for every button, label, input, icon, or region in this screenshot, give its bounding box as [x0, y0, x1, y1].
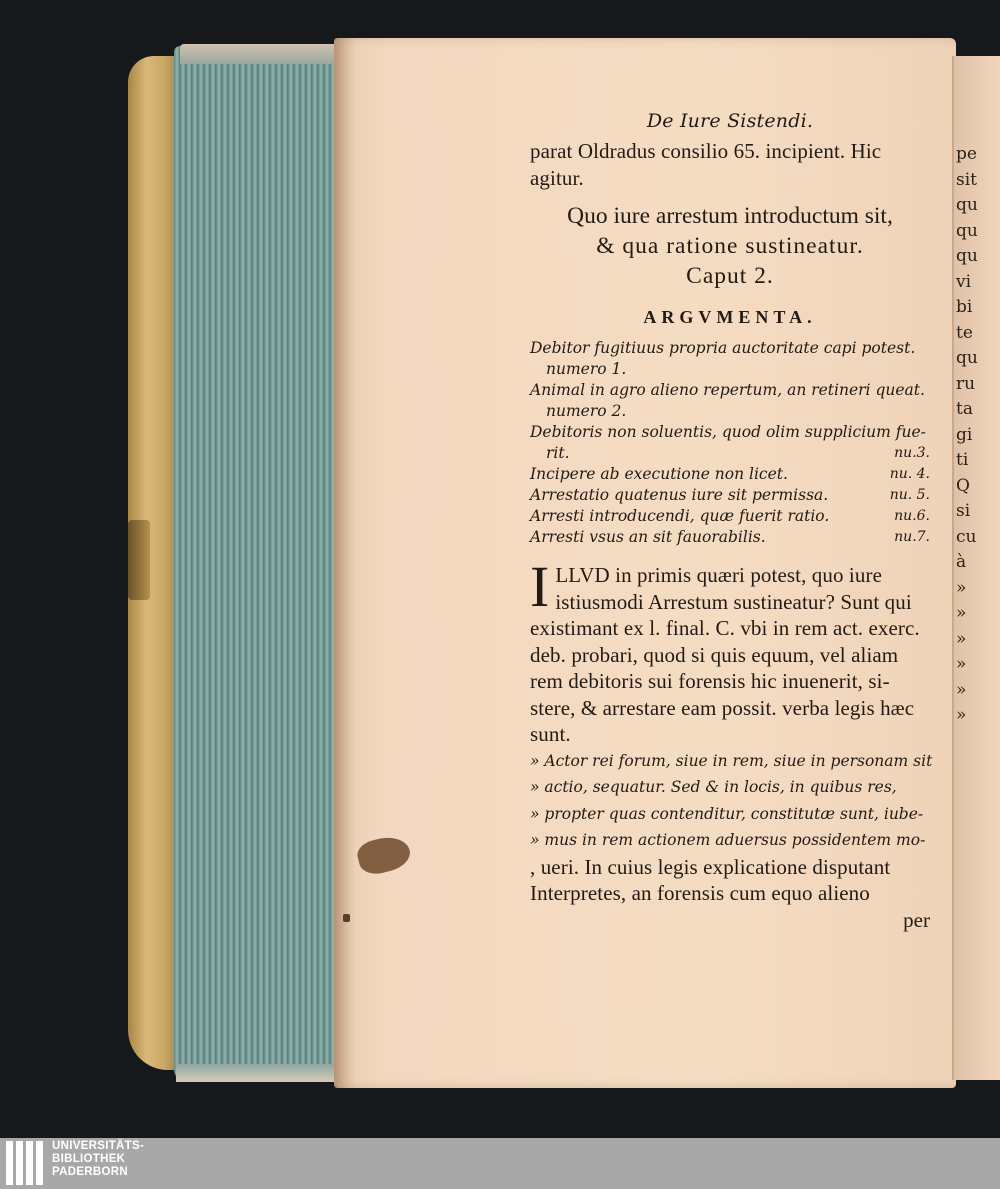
running-head: De Iure Sistendi. — [646, 110, 814, 132]
next-page-fragment: qu — [956, 246, 978, 266]
body-line: existimant ex l. final. C. vbi in rem act. exerc. — [530, 616, 920, 640]
body-line: istiusmodi Arrestum sustineatur? Sunt qui — [555, 589, 912, 614]
argumentum-item — [530, 464, 930, 485]
argumentum-item — [530, 506, 930, 527]
argumentum-continuation — [530, 401, 930, 422]
intro-line: agitur. — [530, 165, 584, 190]
page-gutter-shadow — [334, 38, 356, 1088]
quote-line: » propter quas contenditur, constitutæ sunt, iube- — [530, 804, 924, 823]
body-line: deb. probari, quod si quis equum, vel aliam — [530, 642, 899, 667]
argumentum-item — [530, 380, 930, 401]
main-paragraph — [530, 554, 930, 748]
argumenta-list — [530, 338, 930, 548]
argumenta-heading: ARGVMENTA. — [643, 307, 817, 327]
body-line: Interpretes, an forensis cum equo alieno — [530, 881, 870, 905]
argumentum-item — [530, 338, 930, 359]
library-logo-text — [52, 1140, 144, 1179]
argumentum-item — [530, 527, 930, 548]
argumentum-item — [530, 485, 930, 506]
cover-damage — [128, 520, 150, 600]
next-page-fragment: ru — [956, 373, 976, 394]
next-page-fragment: » — [956, 577, 967, 598]
argumentum-cont-text: numero 2. — [546, 402, 627, 420]
next-page-fragment: gi — [956, 424, 973, 445]
text-column — [530, 110, 933, 933]
page-edges-top — [180, 44, 340, 64]
argumentum-number: nu.3. — [894, 445, 930, 461]
argumentum-cont-text: rit. — [546, 444, 570, 462]
argumentum-text: Arresti vsus an sit fauorabilis. — [530, 528, 766, 546]
argumentum-text: Arresti introducendi, quæ fuerit ratio. — [530, 507, 830, 525]
argumentum-number: nu. 4. — [889, 466, 930, 482]
next-page-fragment: » — [956, 654, 967, 674]
page-edges-bottom — [176, 1064, 342, 1082]
argumentum-continuation — [530, 443, 930, 464]
argumentum-text: Debitor fugitiuus propria auctoritate capi potest. — [530, 339, 916, 357]
next-page-fragment: pe — [956, 144, 977, 164]
body-line: LLVD in primis quæri potest, quo iure — [555, 563, 882, 587]
logo-line: BIBLIOTHEK — [52, 1153, 126, 1165]
body-line: stere, & arrestare eam possit. verba legis hæc — [530, 695, 915, 720]
argumentum-number: nu. 5. — [889, 487, 930, 503]
next-page-fragment: te — [956, 322, 973, 343]
chapter-title-line: Quo iure arrestum introductum sit, — [567, 203, 893, 229]
body-line: rem debitoris sui forensis hic inuenerit, si- — [530, 669, 890, 693]
quote-line: » Actor rei forum, siue in rem, siue in personam sit — [530, 751, 933, 770]
next-page-fragment: » — [956, 679, 967, 700]
body-line: sunt. — [530, 722, 571, 746]
page-edges — [174, 46, 340, 1080]
argumentum-text: Arrestatio quatenus iure sit permissa. — [530, 486, 829, 504]
page-spot — [343, 914, 350, 922]
next-page-fragment: bi — [956, 297, 973, 317]
next-page-fragment: vi — [956, 271, 972, 292]
next-page-fragment: Q — [956, 475, 970, 496]
logo-line: PADERBORN — [52, 1166, 128, 1178]
catchword: per — [903, 907, 930, 932]
argumentum-number: nu.7. — [894, 529, 930, 545]
argumentum-text: Debitoris non soluentis, quod olim supplicium fue- — [530, 423, 926, 441]
next-page-fragment: » — [956, 705, 967, 725]
argumentum-text: Incipere ab executione non licet. — [530, 465, 788, 483]
next-page-fragment: si — [956, 501, 971, 521]
drop-initial: I — [530, 554, 550, 619]
argumentum-text: Animal in agro alieno repertum, an retineri queat. — [530, 381, 925, 399]
next-page-fragment: qu — [956, 220, 978, 241]
next-page-fragment: ta — [956, 399, 973, 419]
next-page-fragment: cu — [956, 526, 977, 547]
footer-bar — [0, 1138, 1000, 1189]
argumentum-continuation — [530, 359, 930, 380]
argumentum-item — [530, 422, 930, 443]
library-logo-icon — [6, 1141, 50, 1185]
quote-line: » actio, sequatur. Sed & in locis, in quibus res, — [530, 778, 897, 796]
next-page-fragment: ti — [956, 450, 969, 470]
next-page-fragment: qu — [956, 348, 978, 368]
intro-line: parat Oldradus consilio 65. incipient. Hic — [530, 139, 882, 163]
next-page-fragment: sit — [956, 169, 977, 190]
next-page-fragment: qu — [956, 195, 978, 215]
argumentum-cont-text: numero 1. — [546, 360, 627, 378]
next-page-fragment: » — [956, 603, 967, 623]
chapter-title-line: & qua ratione sustineatur. — [596, 233, 864, 259]
next-page-fragment: » — [956, 628, 967, 649]
logo-line: UNIVERSITÄTS- — [52, 1140, 145, 1152]
chapter-number: Caput 2. — [686, 263, 774, 289]
quote-line: » mus in rem actionem aduersus possidentem mo- — [530, 831, 926, 849]
body-line: , ueri. In cuius legis explicatione disputant — [530, 854, 891, 879]
argumentum-number: nu.6. — [894, 508, 930, 524]
next-page-text — [956, 142, 1000, 729]
next-page-fragment: à — [956, 552, 967, 572]
